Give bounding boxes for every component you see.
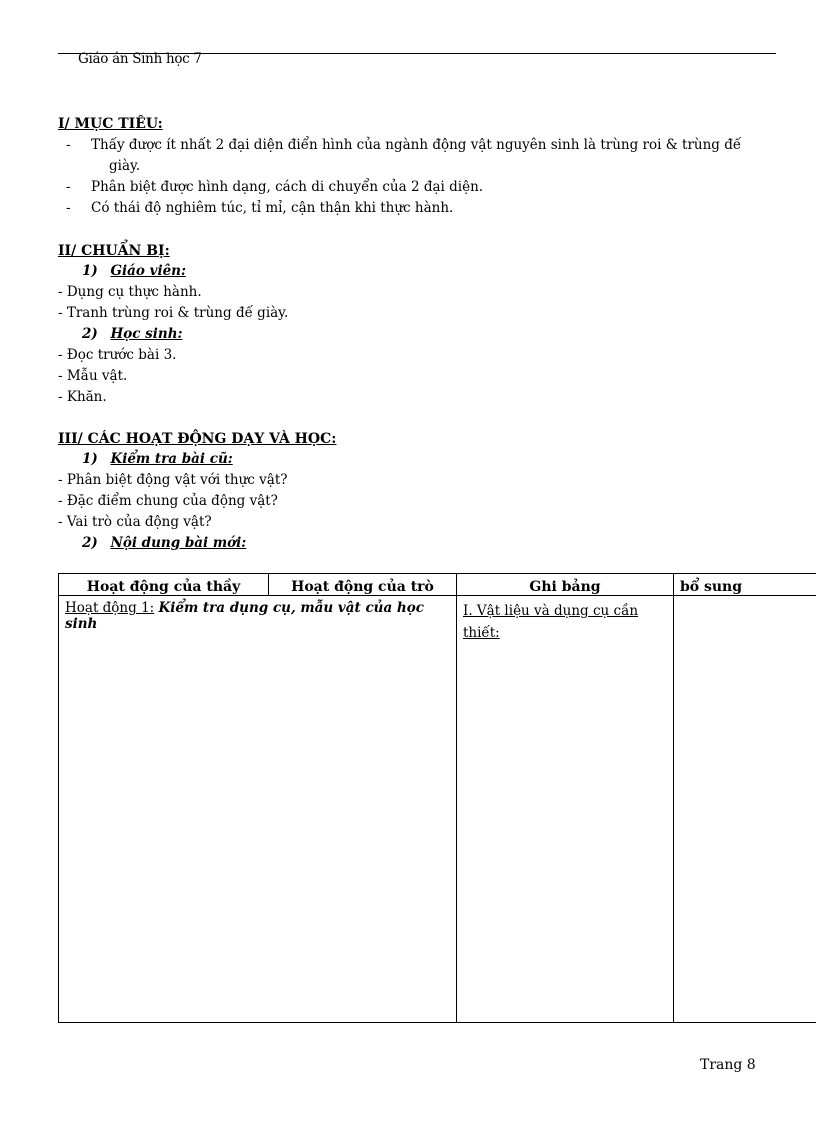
objective-item-1: Thấy được ít nhất 2 đại diện điển hình của ngành động vật nguyên sinh là trùng roi & trùng đế xyxy=(91,137,742,153)
student-item-1: - Đọc trước bài 3. xyxy=(58,347,177,363)
table-row xyxy=(59,596,816,1023)
header-student-activity: Hoạt động của trò xyxy=(269,574,457,596)
bullet-dash: - xyxy=(66,137,71,153)
board-line-1: I. Vật liệu và dụng cụ cần xyxy=(463,603,639,619)
document-header-title: Giáo án Sinh học 7 xyxy=(78,51,202,67)
page-number: Trang 8 xyxy=(700,1057,756,1073)
teacher-item-2: - Tranh trùng roi & trùng đế giày. xyxy=(58,305,289,321)
board-line-2: thiết: xyxy=(463,625,500,641)
header-teacher-activity: Hoạt động của thầy xyxy=(59,574,269,596)
subheading-label: Kiểm tra bài cũ: xyxy=(110,451,233,467)
subheading-number: 2) xyxy=(82,326,98,342)
table-header-row xyxy=(59,574,816,596)
header-board-notes: Ghi bảng xyxy=(457,574,674,596)
header-supplement: bổ sung xyxy=(674,574,816,596)
bullet-dash: - xyxy=(66,200,71,216)
objective-item-3: Có thái độ nghiêm túc, tỉ mỉ, cận thận khi thực hành. xyxy=(91,200,454,216)
subheading-label: Giáo viên: xyxy=(110,263,186,279)
check-item-1: - Phân biệt động vật với thực vật? xyxy=(58,472,288,488)
objectives-heading: I/ MỤC TIÊU: xyxy=(58,116,163,132)
board-cell xyxy=(457,596,674,1023)
subheading-number: 1) xyxy=(82,451,98,467)
prep-heading: II/ CHUẨN BỊ: xyxy=(58,243,170,259)
teacher-item-1: - Dụng cụ thực hành. xyxy=(58,284,202,300)
objective-item-1-cont: giày. xyxy=(109,158,141,174)
subheading-label: Nội dung bài mới: xyxy=(110,535,247,551)
subheading-label: Học sinh: xyxy=(110,326,183,342)
check-item-2: - Đặc điểm chung của động vật? xyxy=(58,493,278,509)
activity1-prefix: Hoạt động 1: xyxy=(65,600,155,616)
objective-item-2: Phân biệt được hình dạng, cách di chuyển của 2 đại diện. xyxy=(91,179,484,195)
student-item-3: - Khăn. xyxy=(58,389,107,405)
prep-teacher-subheading xyxy=(82,263,186,279)
check-item-3: - Vai trò của động vật? xyxy=(58,514,212,530)
prep-student-subheading xyxy=(82,326,183,342)
student-item-2: - Mẫu vật. xyxy=(58,368,128,384)
check-subheading xyxy=(82,451,233,467)
subheading-number: 2) xyxy=(82,535,98,551)
activities-heading: III/ CÁC HOẠT ĐỘNG DẠY VÀ HỌC: xyxy=(58,431,337,447)
activity-cell xyxy=(59,596,457,1023)
activity1-title: Kiểm tra dụng cụ, mẫu vật của học sinh xyxy=(65,600,424,632)
bullet-dash: - xyxy=(66,179,71,195)
lesson-plan-table xyxy=(58,573,816,1023)
supplement-cell xyxy=(674,596,816,1023)
subheading-number: 1) xyxy=(82,263,98,279)
new-lesson-subheading xyxy=(82,535,246,551)
